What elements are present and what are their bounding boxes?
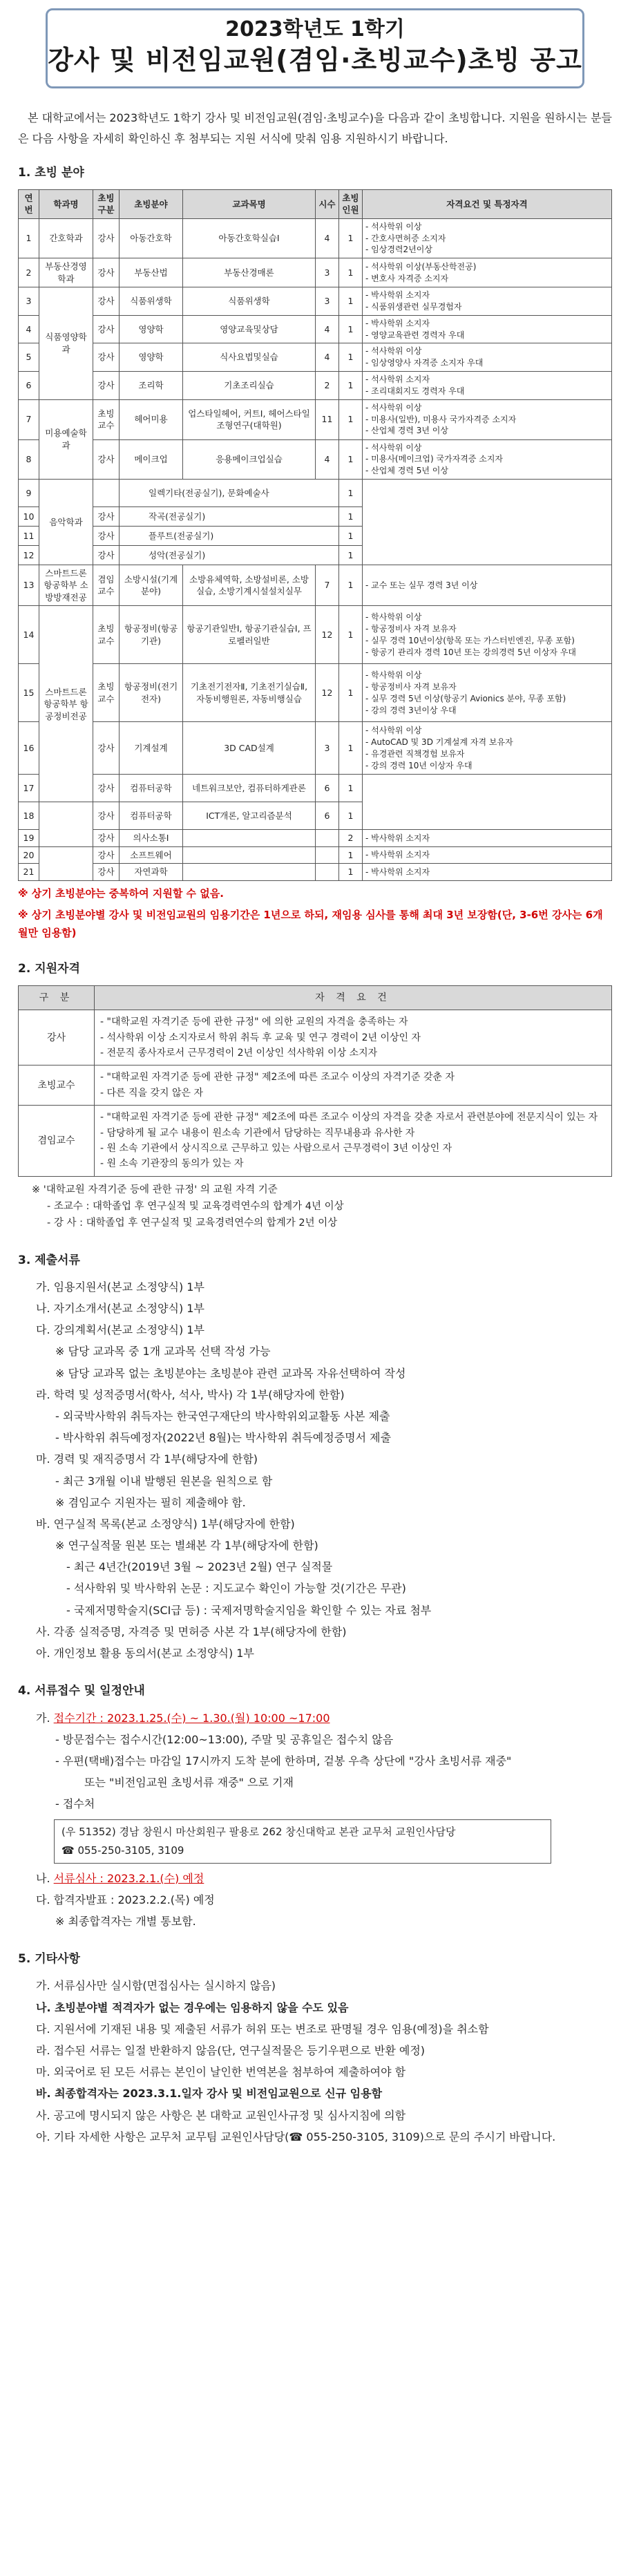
table-row — [19, 479, 612, 506]
cell-course: 부동산경매론 — [183, 258, 316, 287]
list-item: ※ 최종합격자는 개별 통보함. — [55, 1914, 196, 1928]
table-row — [19, 864, 612, 881]
cell-no: 1 — [19, 218, 39, 258]
cell-count: 1 — [339, 565, 363, 606]
cell-dept: 미용예술학과 — [39, 399, 93, 479]
cell-qual: - 박사학위 소지자 — [363, 864, 612, 881]
list-item: 다. 지원서에 기재된 내용 및 제출된 서류가 허위 또는 변조로 판명될 경우 임용(예정)을 취소함 — [36, 2022, 489, 2036]
section-heading-other: 5. 기타사항 — [18, 1952, 80, 1967]
cell-count: 1 — [339, 775, 363, 802]
cell-hours — [316, 846, 339, 864]
cell-count: 1 — [339, 218, 363, 258]
cell-no: 15 — [19, 664, 39, 722]
address-box — [54, 1819, 551, 1864]
cell-course: 업스타일헤어, 커트Ⅰ, 헤어스타일조형연구(대학원) — [183, 399, 316, 439]
cell-course: 아동간호학실습Ⅰ — [183, 218, 316, 258]
list-item: 나. 자기소개서(본교 소정양식) 1부 — [36, 1302, 204, 1316]
cell-hours: 7 — [316, 565, 339, 606]
cell-field: 기계설계 — [120, 722, 183, 775]
cell-course — [183, 830, 316, 847]
list-item: 가. 임용지원서(본교 소정양식) 1부 — [36, 1280, 204, 1294]
cell-no: 2 — [19, 258, 39, 287]
cell-course: 소방유체역학, 소방설비론, 소방실습, 소방기계시설설치실무 — [183, 565, 316, 606]
list-item: - 박사학위 취득예정자(2022년 8월)는 박사학위 취득예정증명서 제출 — [55, 1431, 392, 1445]
cell-count: 2 — [339, 830, 363, 847]
cell-qual — [363, 775, 612, 830]
cell-type: 강사 — [93, 343, 120, 372]
table-row — [19, 1010, 612, 1066]
cell-dept — [39, 846, 93, 880]
cell-count: 1 — [339, 479, 363, 506]
screening-date: 서류심사 : 2023.2.1.(수) 예정 — [53, 1871, 204, 1885]
cell-type: 강사 — [93, 439, 120, 479]
cell-type — [93, 479, 120, 506]
list-item: 다. 강의계획서(본교 소정양식) 1부 — [36, 1323, 204, 1337]
list-item: 가. 서류심사만 실시함(면접심사는 실시하지 않음) — [36, 1979, 276, 1993]
cell-no: 21 — [19, 864, 39, 881]
cell-course — [183, 864, 316, 881]
cell-hours: 3 — [316, 258, 339, 287]
section-heading-documents: 3. 제출서류 — [18, 1253, 80, 1267]
cell-field: 컴퓨터공학 — [120, 775, 183, 802]
list-item — [36, 1707, 612, 1729]
cell-count: 1 — [339, 545, 363, 565]
other-list — [18, 1975, 612, 2148]
cell-field: 항공정비(항공기관) — [120, 606, 183, 664]
cell-field: 영양학 — [120, 315, 183, 343]
cell-count: 1 — [339, 343, 363, 372]
cell-hours: 4 — [316, 439, 339, 479]
cell-count: 1 — [339, 315, 363, 343]
cell-type: 강사 — [93, 545, 120, 565]
table-row — [19, 565, 612, 606]
cell-hours: 4 — [316, 218, 339, 258]
table-row — [19, 1066, 612, 1106]
cell-no: 17 — [19, 775, 39, 802]
cell-type: 강사 — [93, 846, 120, 864]
cell-field: 영양학 — [120, 343, 183, 372]
cell-course: ICT개론, 알고리즘분석 — [183, 802, 316, 830]
cell-qual: - 학사학위 이상 - 항공정비사 자격 보유자 - 실무 경력 10년이상(항목 또는 가스터빈엔진, 무종 포함) - 항공기 관리자 경력 10년 또는 강의경력 5년 이상자 우대 — [363, 606, 612, 664]
cell-count: 1 — [339, 722, 363, 775]
list-item: - 외국박사학위 취득자는 한국연구재단의 박사학위외교활동 사본 제출 — [55, 1409, 390, 1423]
cell-type: 강사 — [93, 315, 120, 343]
cell-field: 플루트(전공실기) — [120, 526, 339, 545]
cell-count: 1 — [339, 606, 363, 664]
section-heading-schedule: 4. 서류접수 및 일정안내 — [18, 1684, 145, 1698]
cell-qual: - 박사학위 소지자 - 식품위생관련 실무경험자 — [363, 287, 612, 316]
cell-hours: 3 — [316, 287, 339, 316]
eligibility-label: 강사 — [19, 1010, 95, 1066]
cell-count: 1 — [339, 372, 363, 400]
cell-field: 의사소통Ⅰ — [120, 830, 183, 847]
item-prefix: 나. — [36, 1871, 54, 1885]
list-item: 사. 각종 실적증명, 자격증 및 면허증 사본 각 1부(해당자에 한함) — [36, 1625, 347, 1638]
cell-type: 강사 — [93, 802, 120, 830]
cell-no: 14 — [19, 606, 39, 664]
table-row — [19, 315, 612, 343]
list-item: 사. 공고에 명시되지 않은 사항은 본 대학교 교원인사규정 및 심사지침에 의함 — [36, 2108, 406, 2122]
table-row — [19, 287, 612, 316]
cell-course: 영양교육및상담 — [183, 315, 316, 343]
list-item: 바. 연구실적 목록(본교 소정양식) 1부(해당자에 한함) — [36, 1517, 295, 1531]
eligibility-label: 초빙교수 — [19, 1066, 95, 1106]
cell-dept: 식품영양학과 — [39, 287, 93, 399]
cell-field: 컴퓨터공학 — [120, 802, 183, 830]
qualification-standard — [32, 1182, 612, 1232]
eligibility-col-req: 자 격 요 건 — [95, 985, 612, 1010]
cell-no: 10 — [19, 506, 39, 526]
list-item: 라. 접수된 서류는 일절 반환하지 않음(단, 연구실적물은 등기우편으로 반환 예정) — [36, 2043, 426, 2057]
cell-qual: - 박사학위 소지자 — [363, 846, 612, 864]
table-row — [19, 664, 612, 722]
eligibility-table — [18, 985, 612, 1177]
phone-line: ☎ 055-250-3105, 3109 — [61, 1844, 184, 1857]
list-item: 다. 합격자발표 : 2023.2.2.(목) 예정 — [36, 1893, 215, 1906]
cell-field: 조리학 — [120, 372, 183, 400]
note-appointment-term: ※ 상기 초빙분야별 강사 및 비전임교원의 임용기간은 1년으로 하되, 재임용 심사를 통해 최대 3년 보장함(단, 3-6번 강사는 6개월만 임용함) — [18, 909, 603, 939]
cell-hours — [316, 864, 339, 881]
cell-dept: 음악학과 — [39, 479, 93, 565]
cell-course: 기초조리실습 — [183, 372, 316, 400]
cell-type: 강사 — [93, 830, 120, 847]
cell-field: 항공정비(전기전자) — [120, 664, 183, 722]
list-item: 또는 "비전임교원 초빙서류 재중" 으로 기재 — [84, 1776, 294, 1790]
list-item: 마. 경력 및 재직증명서 각 1부(해당자에 한함) — [36, 1452, 258, 1466]
cell-no: 4 — [19, 315, 39, 343]
list-item: - 방문접수는 접수시간(12:00~13:00), 주말 및 공휴일은 접수치 않음 — [55, 1732, 394, 1746]
cell-count: 1 — [339, 846, 363, 864]
cell-no: 16 — [19, 722, 39, 775]
eligibility-text: - "대학교원 자격기준 등에 관한 규정" 제2조에 따른 조교수 이상의 자격을 갖춘 자로서 관련분야에 전문지식이 있는 자 - 담당하게 될 교수 내용이 원소속 기관에서 담당하는 직무내용과 유사한 자 - 원 소속 기관에서 상시직으로 근무하고 있는 사람으로서 근무경력이 3년 이상인 자 - 원 소속 기관장의 동의가 있는 자 — [95, 1106, 612, 1177]
cell-qual: - 학사학위 이상 - 항공정비사 자격 보유자 - 실무 경력 5년 이상(항공기 Avionics 분야, 무종 포함) - 강의 경력 3년이상 우대 — [363, 664, 612, 722]
cell-no: 5 — [19, 343, 39, 372]
cell-no: 8 — [19, 439, 39, 479]
cell-type: 강사 — [93, 864, 120, 881]
title-box — [46, 8, 584, 88]
cell-hours: 6 — [316, 802, 339, 830]
cell-dept — [39, 802, 93, 847]
cell-qual — [363, 479, 612, 565]
cell-field: 일렉기타(전공실기), 문화예술사 — [120, 479, 339, 506]
table-row — [19, 846, 612, 864]
cell-no: 3 — [19, 287, 39, 316]
cell-qual: - 석사학위 이상 - 간호사면허증 소지자 - 임상경력2년이상 — [363, 218, 612, 258]
table-row — [19, 372, 612, 400]
cell-qual: - 석사학위 이상 - 미용사(일반), 미용사 국가자격증 소지자 - 산업체 경력 3년 이상 — [363, 399, 612, 439]
table-row — [19, 343, 612, 372]
eligibility-text: - "대학교원 자격기준 등에 관한 규정" 제2조에 따른 조교수 이상의 자격기준 갖춘 자 - 다른 직을 갖지 않은 자 — [95, 1066, 612, 1106]
list-item: - 석사학위 및 박사학위 논문 : 지도교수 확인이 가능할 것(기간은 무관) — [66, 1582, 406, 1595]
cell-dept: 스마트드론항공학부 소방방재전공 — [39, 565, 93, 606]
cell-count: 1 — [339, 439, 363, 479]
section-heading-positions: 1. 초빙 분야 — [18, 166, 84, 180]
cell-no: 18 — [19, 802, 39, 830]
page-title: 강사 및 비전임교원(겸임·초빙교수)초빙 공고 — [48, 45, 582, 75]
cell-qual: - 석사학위 이상 - AutoCAD 및 3D 기계설계 자격 보유자 - 유경관련 직책경험 보유자 - 강의 경력 10년 이상자 우대 — [363, 722, 612, 775]
cell-hours: 12 — [316, 664, 339, 722]
table-row — [19, 399, 612, 439]
documents-list — [18, 1276, 612, 1664]
col-count: 초빙인원 — [339, 189, 363, 218]
note-no-duplicate: ※ 상기 초빙분야는 중복하여 지원할 수 없음. — [18, 887, 224, 900]
cell-hours: 12 — [316, 606, 339, 664]
list-item: 아. 기타 자세한 사항은 교무처 교무팀 교원인사담당(☎ 055-250-3105, 3109)으로 문의 주시기 바랍니다. — [36, 2130, 556, 2143]
positions-table-header — [19, 189, 612, 218]
schedule-list — [18, 1707, 612, 1815]
list-item: 바. 최종합격자는 2023.3.1.일자 강사 및 비전임교원으로 신규 임용함 — [36, 2087, 383, 2101]
cell-course: 식사요법및실습 — [183, 343, 316, 372]
eligibility-label: 겸임교수 — [19, 1106, 95, 1177]
positions-table — [18, 189, 612, 881]
table-row — [19, 439, 612, 479]
eligibility-text: - "대학교원 자격기준 등에 관한 규정" 에 의한 교원의 자격을 충족하는 자 - 석사학위 이상 소지자로서 학위 취득 후 교육 및 연구 경력이 2년 이상인 자 - 전문직 종사자로서 근무경력이 2년 이상인 석사학위 이상 소지자 — [95, 1010, 612, 1066]
cell-course: 네트워크보안, 컴퓨터하게관론 — [183, 775, 316, 802]
cell-no: 9 — [19, 479, 39, 506]
cell-course: 식품위생학 — [183, 287, 316, 316]
cell-qual: - 석사학위 소지자 - 조리대회지도 경력자 우대 — [363, 372, 612, 400]
cell-qual: - 박사학위 소지자 — [363, 830, 612, 847]
cell-course: 항공기관일반Ⅰ, 항공기관실습Ⅰ, 프로펠러일반 — [183, 606, 316, 664]
eligibility-col-type: 구 분 — [19, 985, 95, 1010]
intro-paragraph: 본 대학교에서는 2023학년도 1학기 강사 및 비전임교원(겸임·초빙교수)을 다음과 같이 초빙합니다. 지원을 원하시는 분들은 다음 사항을 자세히 확인하신 후 첨부되는 지원 서식에 맞춰 임용 지원하시기 바랍니다. — [18, 111, 612, 145]
table-row — [19, 722, 612, 775]
cell-no: 11 — [19, 526, 39, 545]
col-course: 교과목명 — [183, 189, 316, 218]
cell-dept: 부동산경영학과 — [39, 258, 93, 287]
standard-title: ※ '대학교원 자격기준 등에 관한 규정' 의 교원 자격 기준 — [32, 1184, 278, 1195]
section-heading-eligibility: 2. 지원자격 — [18, 962, 80, 976]
list-item: 마. 외국어로 된 모든 서류는 본인이 날인한 번역본을 첨부하여 제출하여야 함 — [36, 2065, 406, 2079]
cell-type: 강사 — [93, 506, 120, 526]
cell-qual: - 교수 또는 실무 경력 3년 이상 — [363, 565, 612, 606]
cell-field: 식품위생학 — [120, 287, 183, 316]
cell-qual: - 석사학위 이상 - 임상영양사 자격증 소지자 우대 — [363, 343, 612, 372]
cell-no: 12 — [19, 545, 39, 565]
application-period: 접수기간 : 2023.1.25.(수) ~ 1.30.(월) 10:00 ~17:00 — [53, 1711, 330, 1725]
cell-course: 기초전기전자Ⅱ, 기초전기실습Ⅱ, 자동비행원론, 자동비행실습 — [183, 664, 316, 722]
cell-type: 강사 — [93, 775, 120, 802]
standard-lecturer: - 강 사 : 대학졸업 후 연구실적 및 교육경력연수의 합계가 2년 이상 — [47, 1217, 338, 1229]
cell-hours: 3 — [316, 722, 339, 775]
schedule-list-2 — [18, 1868, 612, 1933]
col-hours: 시수 — [316, 189, 339, 218]
cell-type: 강사 — [93, 218, 120, 258]
cell-course: 응용메이크업실습 — [183, 439, 316, 479]
cell-hours: 2 — [316, 372, 339, 400]
list-item: 아. 개인정보 활용 동의서(본교 소정양식) 1부 — [36, 1647, 254, 1660]
cell-hours: 4 — [316, 343, 339, 372]
table-row — [19, 258, 612, 287]
cell-count: 1 — [339, 802, 363, 830]
cell-field: 소프트웨어 — [120, 846, 183, 864]
table-row — [19, 775, 612, 802]
cell-field: 작곡(전공실기) — [120, 506, 339, 526]
list-item: - 우편(택배)접수는 마감일 17시까지 도착 분에 한하며, 겉봉 우측 상단에 "강사 초빙서류 재중" — [55, 1754, 512, 1768]
list-item: 나. 초빙분야별 적격자가 없는 경우에는 임용하지 않을 수도 있음 — [36, 2000, 349, 2014]
cell-hours: 11 — [316, 399, 339, 439]
cell-hours: 6 — [316, 775, 339, 802]
col-field: 초빙분야 — [120, 189, 183, 218]
cell-type: 겸임교수 — [93, 565, 120, 606]
cell-type: 강사 — [93, 372, 120, 400]
table-row — [19, 830, 612, 847]
col-dept: 학과명 — [39, 189, 93, 218]
list-item: - 최근 4년간(2019년 3월 ~ 2023년 2월) 연구 실적물 — [66, 1560, 333, 1574]
cell-count: 1 — [339, 399, 363, 439]
list-item: ※ 담당 교과목 중 1개 교과목 선택 작성 가능 — [55, 1345, 271, 1358]
cell-field: 부동산법 — [120, 258, 183, 287]
list-item: - 최근 3개월 이내 발행된 원본을 원칙으로 함 — [55, 1474, 273, 1488]
page-title-term: 2023학년도 1학기 — [225, 17, 405, 41]
cell-type: 강사 — [93, 287, 120, 316]
cell-count: 1 — [339, 258, 363, 287]
cell-field: 메이크업 — [120, 439, 183, 479]
cell-course: 3D CAD설계 — [183, 722, 316, 775]
col-type: 초빙구분 — [93, 189, 120, 218]
cell-field: 자연과학 — [120, 864, 183, 881]
cell-type: 초빙교수 — [93, 399, 120, 439]
cell-no: 20 — [19, 846, 39, 864]
cell-field: 아동간호학 — [120, 218, 183, 258]
list-item: - 국제저명학술지(SCI급 등) : 국제저명학술지임을 확인할 수 있는 자료 첨부 — [66, 1603, 432, 1617]
cell-qual: - 박사학위 소지자 - 영양교육관련 경력자 우대 — [363, 315, 612, 343]
cell-qual: - 석사학위 이상(부동산학전공) - 변호사 자격증 소지자 — [363, 258, 612, 287]
list-item: ※ 겸임교수 지원자는 필히 제출해야 함. — [55, 1495, 246, 1509]
cell-hours: 4 — [316, 315, 339, 343]
list-item: - 접수처 — [55, 1797, 95, 1811]
cell-field: 성악(전공실기) — [120, 545, 339, 565]
cell-hours — [316, 830, 339, 847]
list-item: 라. 학력 및 성적증명서(학사, 석사, 박사) 각 1부(해당자에 한함) — [36, 1388, 345, 1401]
address-line: (우 51352) 경남 창원시 마산회원구 팔용로 262 창신대학교 본관 교무처 교원인사담당 — [61, 1825, 456, 1838]
standard-assistant-professor: - 조교수 : 대학졸업 후 연구실적 및 교육경력연수의 합계가 4년 이상 — [47, 1200, 344, 1212]
col-qual: 자격요건 및 특정자격 — [363, 189, 612, 218]
cell-count: 1 — [339, 664, 363, 722]
cell-type: 강사 — [93, 526, 120, 545]
cell-no: 7 — [19, 399, 39, 439]
cell-type: 강사 — [93, 258, 120, 287]
cell-no: 6 — [19, 372, 39, 400]
cell-dept: 간호학과 — [39, 218, 93, 258]
cell-type: 초빙교수 — [93, 606, 120, 664]
cell-count: 1 — [339, 506, 363, 526]
cell-no: 19 — [19, 830, 39, 847]
cell-type: 강사 — [93, 722, 120, 775]
col-no: 연번 — [19, 189, 39, 218]
cell-no: 13 — [19, 565, 39, 606]
table-row — [19, 218, 612, 258]
list-item — [36, 1868, 612, 1889]
cell-count: 1 — [339, 526, 363, 545]
cell-qual: - 석사학위 이상 - 미용사(메이크업) 국가자격증 소지자 - 산업체 경력 5년 이상 — [363, 439, 612, 479]
table-row — [19, 606, 612, 664]
cell-course — [183, 846, 316, 864]
cell-field: 소방시설(기계분야) — [120, 565, 183, 606]
cell-field: 헤어미용 — [120, 399, 183, 439]
list-item: ※ 담당 교과목 없는 초빙분야는 초빙분야 관련 교과목 자유선택하여 작성 — [55, 1366, 406, 1380]
table-row — [19, 1106, 612, 1177]
cell-count: 1 — [339, 864, 363, 881]
cell-dept: 스마트드론항공학부 항공정비전공 — [39, 606, 93, 802]
cell-count: 1 — [339, 287, 363, 316]
list-item: ※ 연구실적물 원본 또는 별쇄본 각 1부(해당자에 한함) — [55, 1539, 318, 1553]
item-prefix: 가. — [36, 1711, 54, 1725]
cell-type: 초빙교수 — [93, 664, 120, 722]
